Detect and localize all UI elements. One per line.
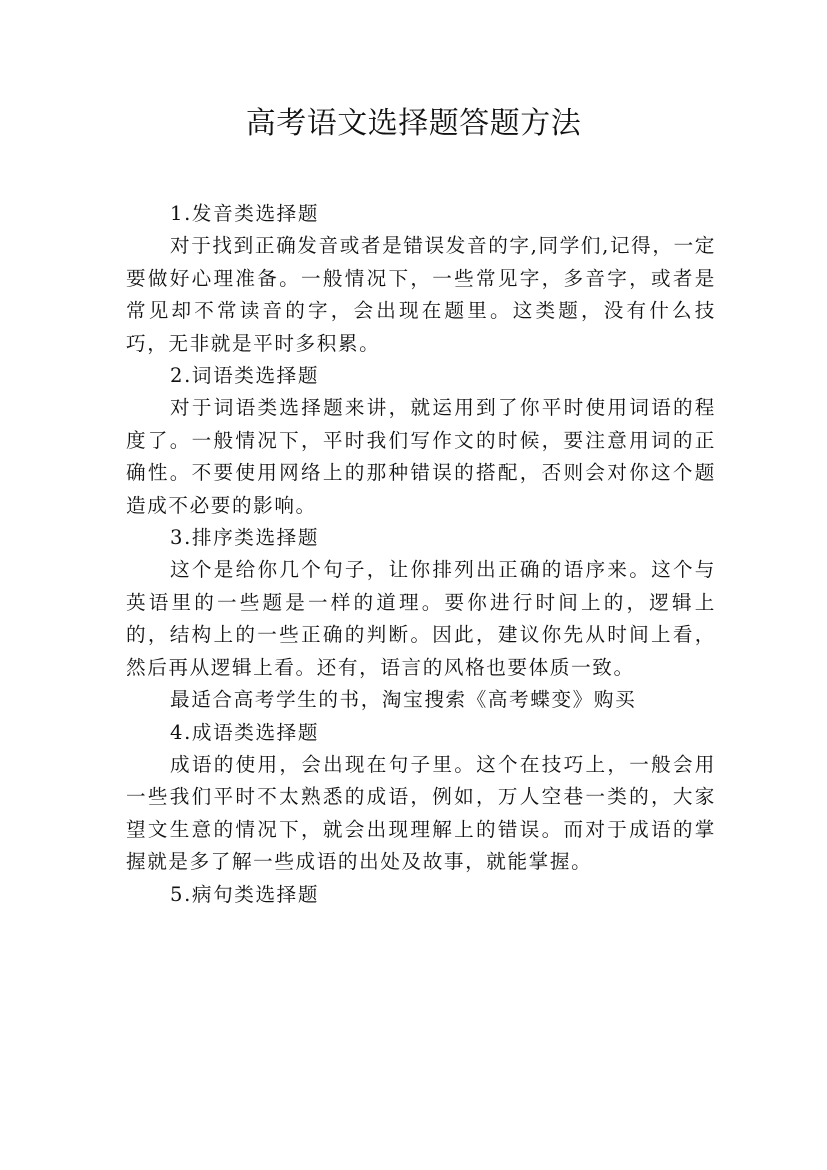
section-paragraph-note: 最适合高考学生的书，淘宝搜索《高考蝶变》购买 bbox=[170, 688, 637, 712]
section-paragraph: 对于找到正确发音或者是错误发音的字,同学们,记得，一定要做好心理准备。一般情况下，一些常见字，多音字，或者是常见却不常读音的字，会出现在题里。这类题，没有什么技巧，无非就是平时多积累。 bbox=[126, 234, 716, 355]
section-paragraph: 对于词语类选择题来讲，就运用到了你平时使用词语的程度了。一般情况下，平时我们写作文的时候，要注意用词的正确性。不要使用网络上的那种错误的搭配，否则会对你这个题造成不必要的影响。 bbox=[126, 396, 716, 517]
section-heading-ordering: 3.排序类选择题 bbox=[170, 526, 320, 550]
section-heading-faulty-sentences: 5.病句类选择题 bbox=[170, 882, 320, 906]
document-body bbox=[126, 198, 716, 911]
page-title: 高考语文选择题答题方法 bbox=[245, 106, 582, 141]
section-paragraph: 成语的使用，会出现在句子里。这个在技巧上，一般会用一些我们平时不太熟悉的成语，例如，万人空巷一类的，大家望文生意的情况下，就会出现理解上的错误。而对于成语的掌握就是多了解一些成语的出处及故事，就能掌握。 bbox=[126, 752, 716, 874]
section-heading-pronunciation: 1.发音类选择题 bbox=[170, 202, 320, 225]
section-paragraph: 这个是给你几个句子，让你排列出正确的语序来。这个与英语里的一些题是一样的道理。要你进行时间上的，逻辑上的，结构上的一些正确的判断。因此，建议你先从时间上看，然后再从逻辑上看。还有，语言的风格也要体质一致。 bbox=[126, 558, 716, 679]
section-heading-words: 2.词语类选择题 bbox=[170, 364, 320, 388]
section-heading-idioms: 4.成语类选择题 bbox=[170, 720, 320, 744]
